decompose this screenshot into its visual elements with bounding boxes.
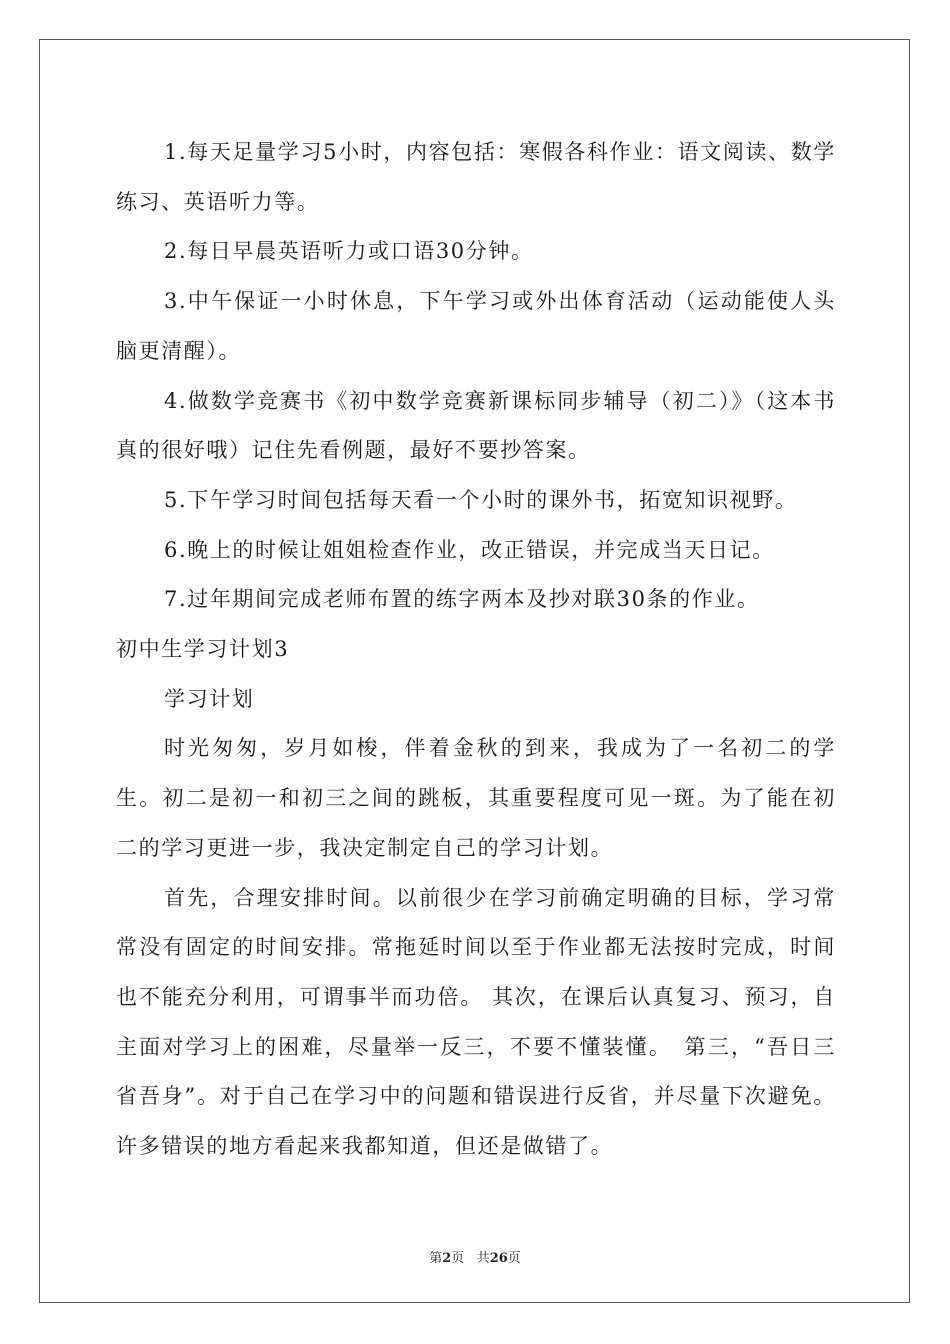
page-number: 2 — [442, 1251, 452, 1266]
page-label-suffix: 页 — [451, 1251, 465, 1266]
total-pages: 26 — [489, 1251, 508, 1266]
list-item-5: 5.下午学习时间包括每天看一个小时的课外书，拓宽知识视野。 — [164, 487, 798, 512]
section-heading: 初中生学习计划3 — [116, 637, 290, 662]
list-item-2: 2.每日早晨英语听力或口语30分钟。 — [164, 239, 534, 264]
body-paragraph-1: 时光匆匆，岁月如梭，伴着金秋的到来，我成为了一名初二的学生。初二是初一和初三之间的跳板，其重要程度可见一斑。为了能在初二的学习更进一步，我决定制定自己的学习计划。 — [116, 736, 836, 860]
page-label-prefix: 第 — [429, 1251, 443, 1266]
total-label-suffix: 页 — [507, 1251, 521, 1266]
list-item-4: 4.做数学竞赛书《初中数学竞赛新课标同步辅导（初二）》（这本书真的很好哦）记住先看例题，最好不要抄答案。 — [116, 388, 836, 463]
sub-heading: 学习计划 — [164, 686, 255, 711]
list-item-1: 1.每天足量学习5小时，内容包括：寒假各科作业：语文阅读、数学练习、英语听力等。 — [116, 140, 836, 214]
document-body — [116, 128, 836, 1172]
list-item-6: 6.晚上的时候让姐姐检查作业，改正错误，并完成当天日记。 — [164, 537, 775, 562]
body-paragraph-2: 首先，合理安排时间。以前很少在学习前确定明确的目标，学习常常没有固定的时间安排。常拖延时间以至于作业都无法按时完成，时间也不能充分利用，可谓事半而功倍。 其次，在课后认真复习、预习，自主面对学习上的困难，尽量举一反三，不要不懂装懂。 第三，“吾日三省吾身”。对于自己在学习中的问题和错误进行反省，并尽量下次避免。许多错误的地方看起来我都知道，但还是做错了。 — [116, 885, 836, 1159]
list-item-7: 7.过年期间完成老师布置的练字两本及抄对联30条的作业。 — [164, 587, 760, 612]
total-label-prefix: 共 — [476, 1251, 490, 1266]
page-footer — [0, 1247, 950, 1266]
list-item-3: 3.中午保证一小时休息，下午学习或外出体育活动（运动能使人头脑更清醒）。 — [116, 289, 836, 363]
